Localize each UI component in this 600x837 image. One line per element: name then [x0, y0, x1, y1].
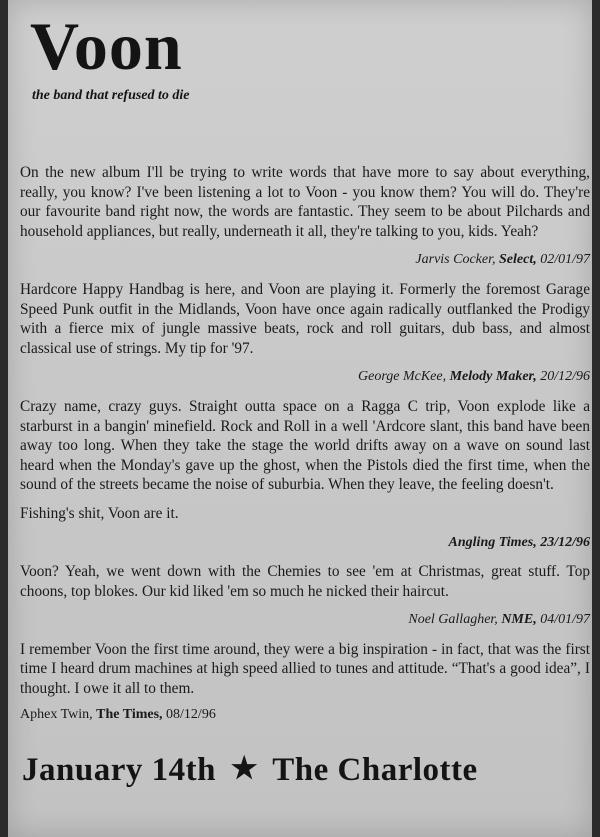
quote-5-source: The Times,	[96, 706, 163, 722]
quote-4-date: 04/01/97	[540, 612, 590, 628]
quote-4-text: Voon? Yeah, we went down with the Chemies to see 'em at Christmas, great stuff. Top choons, top blokes. Our kid liked 'em so much he nicked their haircut.	[20, 563, 590, 600]
band-title: Voon	[30, 8, 183, 84]
quote-1-text: On the new album I'll be trying to write words that have more to say about everything, really, you know? I've been listening a lot to Voon - you know them? You will do. They're our favourite band right now, the words are fantastic. They seem to be about Pilchards and household appliances, but really, underneath it all, they're talking to you, kids. Yeah?	[20, 164, 590, 240]
event-banner	[22, 752, 478, 789]
quote-2-date: 20/12/96	[540, 369, 590, 385]
spacer	[20, 495, 590, 504]
quote-3-date: 23/12/96	[540, 534, 590, 550]
quote-1-source: Select,	[499, 252, 537, 268]
quote-3-text-extra: Fishing's shit, Voon are it.	[20, 504, 179, 522]
flyer-page	[8, 0, 592, 837]
event-venue: The Charlotte	[272, 752, 478, 788]
band-tagline: the band that refused to die	[32, 88, 190, 103]
quote-2-author: George McKee,	[358, 369, 447, 385]
quote-3-attribution	[20, 533, 590, 553]
quote-5-attribution	[20, 705, 590, 725]
quote-2-text: Hardcore Happy Handbag is here, and Voon are playing it. Formerly the foremost Garage Speed Punk outfit in the Midlands, Voon have once again radically outflanked the Prodigy with a fierce mix of jungle massive beats, rock and roll guitars, dub bass, and almost classical use of strings. My tip for '97.	[20, 280, 590, 357]
quote-4-source: NME,	[501, 612, 537, 628]
quote-5-text: I remember Voon the first time around, they were a big inspiration - in fact, that was the first time I heard drum machines at high speed allied to tunes and attitude. “That's a good idea”, I thought. I owe it all to them.	[20, 640, 590, 698]
event-date: January 14th	[22, 752, 216, 788]
quote-3-source: Angling Times,	[448, 534, 537, 550]
star-icon: ★	[230, 752, 259, 785]
quote-2-source: Melody Maker,	[449, 369, 537, 385]
quote-3-text: Crazy name, crazy guys. Straight outta space on a Ragga C trip, Voon explode like a starburst in a bangin' minefield. Rock and Roll in a well 'Ardcore slant, this band have been away too long. When they take the stage the world drifts away on a wave on sound last heard when the Monday's gave up the ghost, when the Pistols died the first time, when the sound of the streets became the noise of suburbia. When they leave, the feeling doesn't.	[20, 397, 590, 494]
quote-5-date: 08/12/96	[166, 706, 216, 722]
quotes-section	[20, 163, 590, 724]
quote-4-author: Noel Gallagher,	[408, 612, 498, 628]
quote-1-attribution	[20, 250, 590, 270]
quote-4-attribution	[20, 610, 590, 630]
quote-5-author: Aphex Twin,	[20, 706, 93, 722]
quote-2-attribution	[20, 367, 590, 387]
quote-1-date: 02/01/97	[540, 252, 590, 268]
quote-1-author: Jarvis Cocker,	[415, 252, 496, 268]
